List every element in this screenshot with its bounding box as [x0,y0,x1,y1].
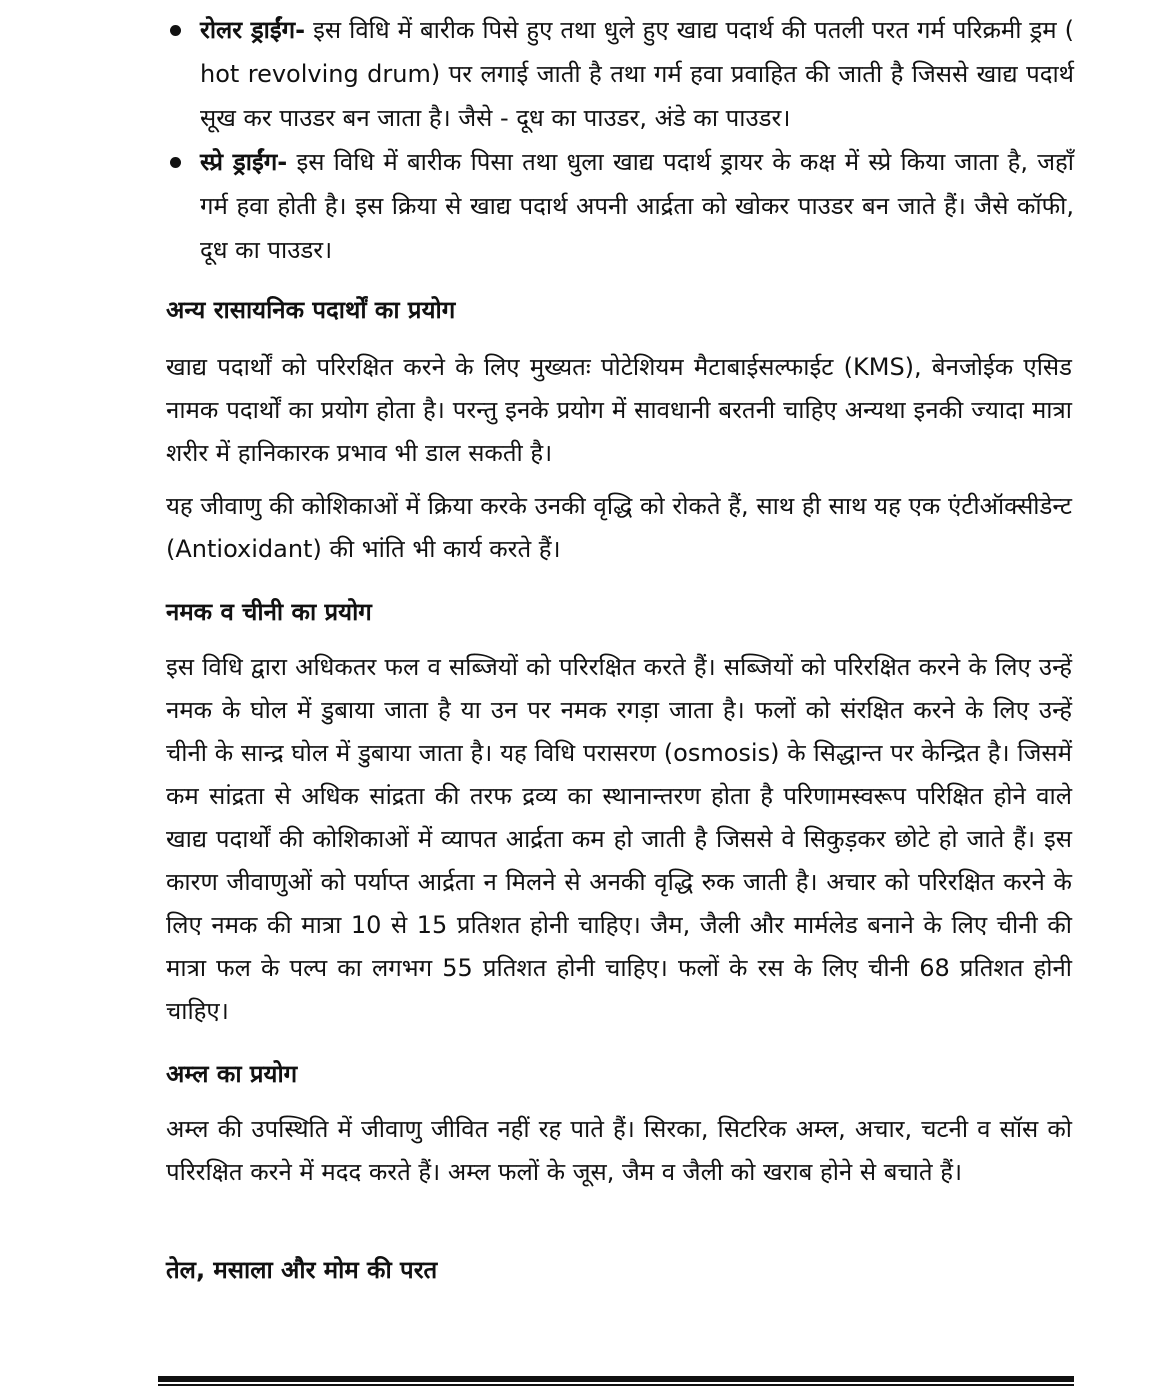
section-oil-spice-wax [166,1252,1072,1288]
footer-rule [158,1376,1074,1382]
section-heading: तेल, मसाला और मोम की परत [166,1256,438,1284]
paragraph: इस विधि द्वारा अधिकतर फल व सब्जियों को परिरक्षित करते हैं। सब्जियों को परिरक्षित करने के लिए उन्हें नमक के घोल में डुबाया जाता है या उन पर नमक रगड़ा जाता है। फलों को संरक्षित करने के लिए उन्हें चीनी के सान्द्र घोल में डुबाया जाता है। यह विधि परासरण (osmosis) के सिद्धान्त पर केन्द्रित है। जिसमें कम सांद्रता से अधिक सांद्रता की तरफ द्रव्य का स्थानान्तरण होता है परिणामस्वरूप परिक्षित होने वाले खाद्य पदार्थों की कोशिकाओं में व्यापत आर्द्रता कम हो जाती है जिससे वे सिकुड़कर छोटे हो जाते हैं। इस कारण जीवाणुओं को पर्याप्त आर्द्रता न मिलने से अनकी वृद्धि रुक जाती है। अचार को परिरक्षित करने के लिए नमक की मात्रा 10 से 15 प्रतिशत होनी चाहिए। जैम, जैली और मार्मलेड बनाने के लिए चीनी की मात्रा फल के पल्प का लगभग 55 प्रतिशत होनी चाहिए। फलों के रस के लिए चीनी 68 प्रतिशत होनी चाहिए। [166,653,1072,1025]
bullet-text: इस विधि में बारीक पिसे हुए तथा धुले हुए खाद्य पदार्थ की पतली परत गर्म परिक्रमी ड्रम ( hot revolving drum) पर लगाई जाती है तथा गर्म हवा प्रवाहित की जाती है जिससे खाद्य पदार्थ सूख कर पाउडर बन जाता है। जैसे - दूध का पाउडर, अंडे का पाउडर। [200,16,1074,132]
bullet-term: स्प्रे ड्राईंग- [200,148,288,176]
drying-methods-list [168,8,1074,272]
section-heading: नमक व चीनी का प्रयोग [166,598,372,626]
section-other-chemicals [166,292,1072,571]
bullet-icon [170,157,181,168]
section-heading: अम्ल का प्रयोग [166,1060,298,1088]
list-item-roller-drying [168,8,1074,140]
bullet-icon [170,25,181,36]
footer-rule-thin [158,1384,1074,1386]
bullet-term: रोलर ड्राईंग- [200,16,306,44]
paragraph: खाद्य पदार्थों को परिरक्षित करने के लिए मुख्यतः पोटेशियम मैटाबाईसल्फाईट (KMS), बेनजोईक एसिड नामक पदार्थों का प्रयोग होता है। परन्तु इनके प्रयोग में सावधानी बरतनी चाहिए अन्यथा इनकी ज्यादा मात्रा शरीर में हानिकारक प्रभाव भी डाल सकती है। [166,353,1072,467]
section-salt-sugar [166,594,1072,1033]
paragraph: अम्ल की उपस्थिति में जीवाणु जीवित नहीं रह पाते हैं। सिरका, सिटरिक अम्ल, अचार, चटनी व सॉस को परिरक्षित करने में मदद करते हैं। अम्ल फलों के जूस, जैम व जैली को खराब होने से बचाते हैं। [166,1115,1072,1186]
list-item-spray-drying [168,140,1074,272]
section-heading: अन्य रासायनिक पदार्थों का प्रयोग [166,296,456,324]
section-acid [166,1056,1072,1194]
paragraph: यह जीवाणु की कोशिकाओं में क्रिया करके उनकी वृद्धि को रोकते हैं, साथ ही साथ यह एक एंटीऑक्सीडेन्ट (Antioxidant) की भांति भी कार्य करते हैं। [166,492,1072,563]
bullet-text: इस विधि में बारीक पिसा तथा धुला खाद्य पदार्थ ड्रायर के कक्ष में स्प्रे किया जाता है, जहाँ गर्म हवा होती है। इस क्रिया से खाद्य पदार्थ अपनी आर्द्रता को खोकर पाउडर बन जाते हैं। जैसे कॉफी, दूध का पाउडर। [200,148,1074,264]
